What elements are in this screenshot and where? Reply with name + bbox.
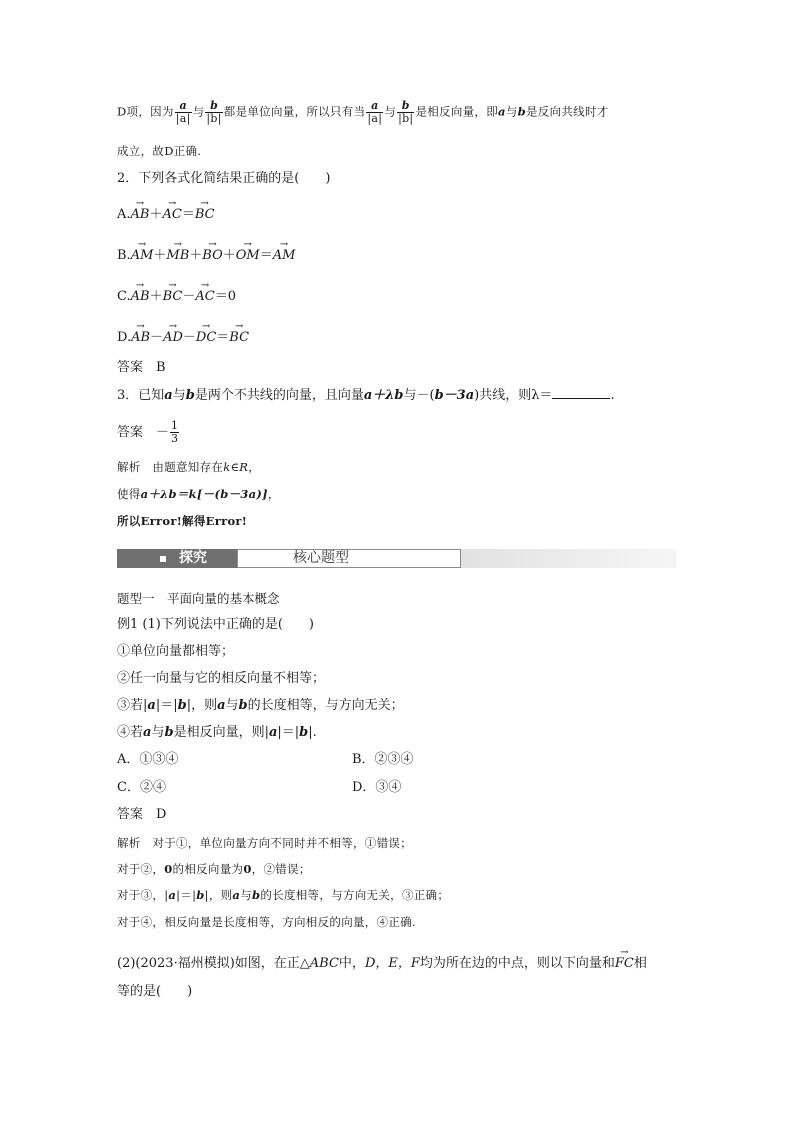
vector-b: b — [252, 888, 261, 902]
triangle-label: ABC — [309, 956, 339, 971]
vector-b: b — [238, 698, 248, 713]
fraction-denominator: |a| — [175, 112, 191, 125]
text: 与 — [151, 725, 165, 740]
vector-a: a — [168, 888, 177, 902]
banner-light-block — [237, 549, 461, 568]
question-3-analysis-2 — [117, 485, 280, 503]
text: |. — [308, 725, 317, 740]
fraction-denominator: |b| — [398, 112, 414, 125]
fraction-a — [366, 100, 383, 125]
text: (2)(2023·福州模拟)如图，在正△ — [117, 956, 310, 971]
expression: a＋λb — [363, 388, 404, 403]
text: 3．已知 — [117, 388, 165, 403]
example-1-analysis-3 — [117, 886, 449, 904]
question-3-analysis-3: 所以Error!解得Error! — [117, 514, 248, 528]
fraction-numerator: 1 — [171, 419, 179, 432]
option-letter: C. — [117, 289, 131, 304]
option-letter: B. — [117, 248, 131, 263]
text: 均为所在边的中点，则以下向量和 — [419, 956, 615, 971]
expression: a＋λb＝k[－(b－3a)] — [140, 487, 268, 501]
text: . — [610, 388, 615, 403]
fraction-denominator: 3 — [171, 432, 179, 445]
text: 与 — [240, 888, 252, 902]
text: |＝| — [277, 725, 300, 740]
option-c: C．②④ — [117, 780, 166, 795]
option-a: A．①③④ — [117, 752, 179, 767]
fraction-answer — [170, 420, 179, 445]
text: 是相反向量，即 — [415, 104, 499, 119]
statement-1: ①单位向量都相等； — [117, 644, 235, 659]
operator: － — [150, 330, 164, 345]
text: D项，因为 — [117, 104, 174, 119]
vector-b: b — [517, 104, 526, 119]
text: 与 — [505, 104, 518, 119]
example-1-stem: 例1 (1)下列说法中正确的是( ) — [117, 617, 314, 632]
vector-b: b — [299, 725, 309, 740]
operator: ＋ — [149, 289, 163, 304]
banner-label-right: 核心题型 — [293, 550, 349, 566]
fraction-numerator: a — [175, 100, 192, 113]
operator: ＝0 — [214, 289, 236, 304]
answer-label: 答案 － — [117, 425, 170, 440]
banner-dark-block — [117, 549, 237, 568]
vector-a: a — [147, 698, 156, 713]
text: 中， — [338, 956, 365, 971]
text: 是相反向量，则| — [173, 725, 269, 740]
fraction-numerator: a — [366, 100, 383, 113]
vector-a: a — [268, 725, 278, 740]
text: ③若| — [117, 698, 148, 713]
text: |＝| — [155, 698, 178, 713]
operator: － — [182, 289, 196, 304]
vector-a: a — [217, 698, 226, 713]
topic-title: 题型一 平面向量的基本概念 — [117, 591, 280, 606]
question-2-option-a — [117, 203, 215, 224]
answer-blank — [552, 386, 610, 399]
option-b: B．②③④ — [352, 752, 414, 767]
operator: ＝ — [216, 330, 230, 345]
banner-label-left: 探究 — [179, 550, 207, 566]
vector-term: → BC — [195, 203, 215, 224]
question-2-option-c — [117, 285, 236, 306]
text: 与 — [384, 104, 397, 119]
text: 与 — [225, 698, 239, 713]
text: |＝| — [176, 888, 197, 902]
text: ， — [267, 487, 280, 501]
text: 是两个不共线的向量，且向量 — [194, 388, 364, 403]
example-1-analysis-4: 对于④，相反向量是长度相等，方向相反的向量，④正确. — [117, 915, 416, 929]
operator: ＋ — [149, 207, 163, 222]
vector-term: → AD — [163, 326, 183, 347]
vector-term: → AB — [131, 326, 150, 347]
fraction-numerator: b — [205, 100, 222, 113]
statement-2: ②任一向量与它的相反向量不相等； — [117, 671, 326, 686]
text: |，则 — [186, 698, 218, 713]
vector-a: a — [143, 725, 152, 740]
zero-vector: 0 — [164, 862, 173, 876]
statement-3 — [117, 697, 404, 715]
vector-term: → AB — [131, 203, 150, 224]
question-2-stem: 2．下列各式化简结果正确的是( ) — [117, 171, 331, 186]
text: 的相反向量为 — [172, 862, 244, 876]
text: |，则 — [204, 888, 233, 902]
fraction-denominator: |a| — [367, 112, 383, 125]
text: ，②错误； — [251, 862, 311, 876]
text: )共线，则λ＝ — [474, 388, 553, 403]
fraction-b — [397, 100, 414, 125]
math: k∈R — [223, 460, 249, 474]
text: 对于③，| — [117, 888, 169, 902]
text: 使得 — [117, 487, 141, 501]
vector-b: b — [164, 725, 174, 740]
vector-a: a — [232, 888, 241, 902]
text: 的长度相等，与方向无关，③正确； — [260, 888, 450, 902]
section-banner — [117, 549, 677, 568]
operator: ＝ — [181, 207, 195, 222]
fraction-b — [205, 100, 222, 125]
vector-a: a — [498, 104, 506, 119]
operator: ＋ — [189, 248, 203, 263]
vector-term: → DC — [196, 326, 216, 347]
question-2-answer: 答案 B — [117, 360, 166, 375]
vector-term: → OM — [236, 244, 260, 265]
operator: ＋ — [153, 248, 167, 263]
text: 与 — [192, 104, 205, 119]
question-2-option-d — [117, 326, 249, 347]
solution-line-d — [117, 100, 609, 125]
zero-vector: 0 — [243, 862, 252, 876]
example-1-answer: 答案 D — [117, 807, 167, 822]
statement-4 — [117, 724, 317, 742]
operator: ＝ — [259, 248, 273, 263]
vector-term: → AM — [273, 244, 296, 265]
vector-term: → AM — [131, 244, 154, 265]
operator: ＋ — [222, 248, 236, 263]
fraction-a — [175, 100, 192, 125]
banner-square-icon — [160, 556, 166, 562]
vector-b: b — [196, 888, 205, 902]
text: ， — [248, 460, 261, 474]
text: ④若 — [117, 725, 144, 740]
question-3-stem — [117, 386, 615, 405]
expression: b－3a — [434, 388, 475, 403]
option-letter: A. — [117, 207, 131, 222]
question-3-analysis-1 — [117, 458, 260, 476]
solution-line-d-2: 成立，故D正确. — [117, 144, 202, 158]
text: 是反向共线时才 — [525, 104, 609, 119]
example-1-part-2-stem-2: 等的是( ) — [117, 984, 193, 999]
text: 相 — [633, 956, 647, 971]
text: 与－( — [403, 388, 435, 403]
text: 都是单位向量，所以只有当 — [223, 104, 366, 119]
vector-term: → AC — [195, 285, 214, 306]
text: 解析 由题意知存在 — [117, 460, 224, 474]
vector-a: a — [164, 388, 173, 403]
example-1-analysis-1: 解析 对于①，单位向量方向不同时并不相等，①错误； — [117, 836, 412, 850]
fraction-denominator: |b| — [206, 112, 222, 125]
option-d: D．③④ — [352, 780, 402, 795]
fraction-numerator: b — [397, 100, 414, 113]
example-1-part-2-stem — [117, 952, 647, 973]
option-letter: D. — [117, 330, 132, 345]
vector-term: → FC — [615, 952, 634, 973]
point-labels: D，E，F — [364, 956, 420, 971]
question-3-answer — [117, 420, 180, 445]
text: 对于②， — [117, 862, 165, 876]
vector-b: b — [177, 698, 187, 713]
operator: － — [182, 330, 196, 345]
example-1-analysis-2 — [117, 860, 311, 878]
vector-term: → BO — [202, 244, 222, 265]
vector-term: → AB — [131, 285, 150, 306]
text: 与 — [172, 388, 186, 403]
vector-b: b — [185, 388, 195, 403]
vector-term: → AC — [163, 203, 182, 224]
vector-term: → BC — [229, 326, 249, 347]
vector-term: → BC — [163, 285, 183, 306]
vector-term: → MB — [166, 244, 189, 265]
text: 的长度相等，与方向无关； — [247, 698, 404, 713]
question-2-option-b — [117, 244, 295, 265]
